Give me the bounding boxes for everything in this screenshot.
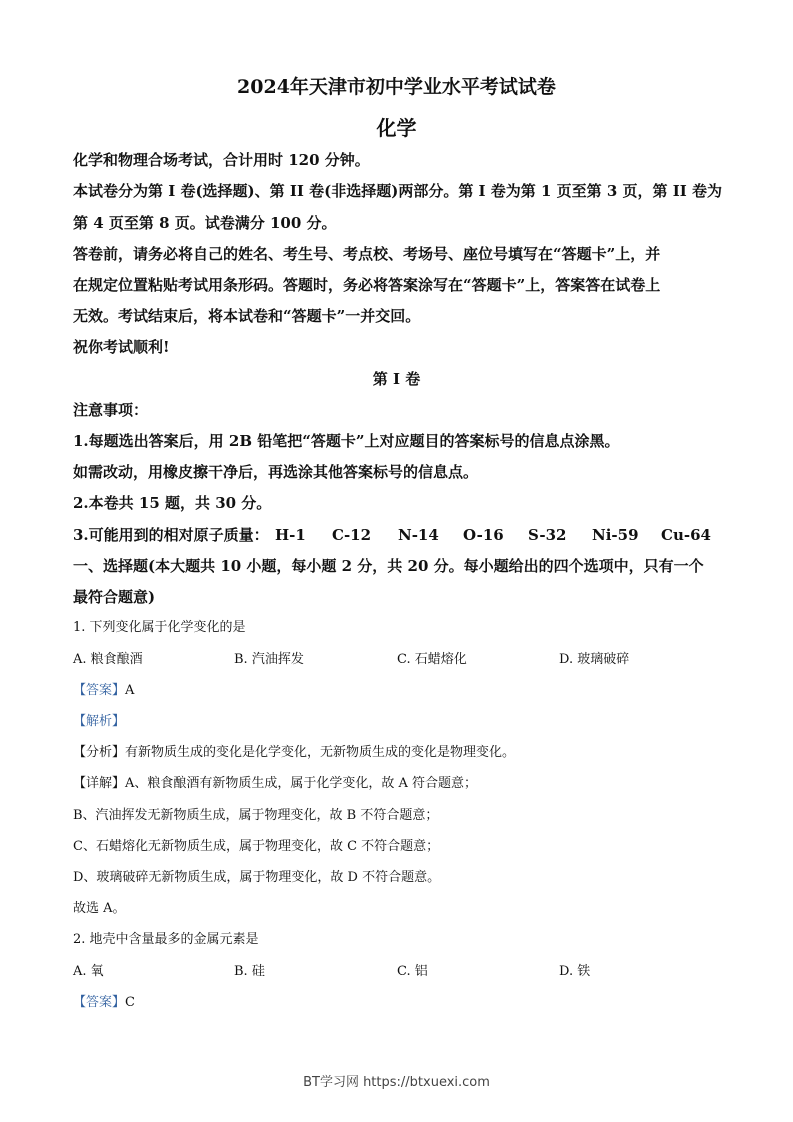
- note-1-continued: 如需改动，用橡皮擦干净后，再选涂其他答案标号的信息点。: [73, 463, 479, 481]
- part-heading-2: 最符合题意): [73, 588, 156, 606]
- subject-title: 化学: [376, 116, 417, 140]
- intro-line-7: 祝你考试顺利!: [73, 338, 170, 356]
- intro-line-5: 在规定位置粘贴考试用条形码。答题时，务必将答案涂写在“答题卡”上，答案答在试卷上: [73, 276, 661, 294]
- q2-option-b: B. 硅: [234, 964, 265, 979]
- intro-line-6: 无效。考试结束后，将本试卷和“答题卡”一并交回。: [73, 307, 421, 325]
- question-1-stem: 1. 下列变化属于化学变化的是: [73, 620, 246, 635]
- note-1: 1.每题选出答案后，用 2B 铅笔把“答题卡”上对应题目的答案标号的信息点涂黑。: [73, 432, 620, 450]
- q2-option-c: C. 铝: [397, 964, 428, 979]
- atomic-mass-o: O-16: [463, 526, 504, 544]
- intro-line-4: 答卷前，请务必将自己的姓名、考生号、考点校、考场号、座位号填写在“答题卡”上，并: [73, 245, 661, 263]
- section-title: 第 I 卷: [372, 370, 421, 388]
- q1-fenxi-tag: 【分析】: [73, 745, 126, 760]
- footer-watermark: BT学习网 https://btxuexi.com: [303, 1075, 490, 1090]
- intro-line-1: 化学和物理合场考试，合计用时 120 分钟。: [73, 151, 370, 169]
- atomic-mass-row: [73, 525, 733, 545]
- part-heading-1: 一、选择题(本大题共 10 小题，每小题 2 分，共 20 分。每小题给出的四个选项中，只有一个: [73, 557, 704, 575]
- atomic-mass-label: 3.可能用到的相对原子质量：: [73, 526, 269, 544]
- atomic-mass-s: S-32: [528, 526, 567, 544]
- q1-option-d: D. 玻璃破碎: [559, 652, 630, 667]
- atomic-mass-c: C-12: [332, 526, 372, 544]
- atomic-mass-n: N-14: [398, 526, 439, 544]
- exam-title: 2024年天津市初中学业水平考试试卷: [237, 76, 556, 98]
- q1-answer-value: A: [125, 683, 135, 698]
- q1-analysis-tag: 【解析】: [73, 714, 126, 729]
- note-2: 2.本卷共 15 题，共 30 分。: [73, 494, 272, 512]
- notes-heading: 注意事项：: [73, 401, 149, 419]
- atomic-mass-cu: Cu-64: [661, 526, 711, 544]
- q1-detail-c: C、石蜡熔化无新物质生成，属于物理变化，故 C 不符合题意；: [73, 839, 440, 854]
- question-2-stem: 2. 地壳中含量最多的金属元素是: [73, 932, 259, 947]
- intro-line-3: 第 4 页至第 8 页。试卷满分 100 分。: [73, 214, 337, 232]
- q2-option-d: D. 铁: [559, 964, 591, 979]
- q1-fenxi: [73, 743, 515, 763]
- q1-conclusion: 故选 A。: [73, 901, 126, 916]
- q1-detail-a: A、粮食酿酒有新物质生成，属于化学变化，故 A 符合题意；: [125, 776, 478, 791]
- q1-detail: [73, 774, 477, 794]
- q1-detail-b: B、汽油挥发无新物质生成，属于物理变化，故 B 不符合题意；: [73, 808, 439, 823]
- q2-answer-tag: 【答案】: [73, 995, 126, 1010]
- atomic-mass-ni: Ni-59: [592, 526, 639, 544]
- q1-answer-tag: 【答案】: [73, 683, 126, 698]
- q1-answer: [73, 681, 134, 701]
- q2-option-a: A. 氧: [73, 964, 104, 979]
- q1-detail-tag: 【详解】: [73, 776, 126, 791]
- q1-fenxi-text: 有新物质生成的变化是化学变化，无新物质生成的变化是物理变化。: [125, 745, 516, 760]
- intro-line-2: 本试卷分为第 I 卷(选择题)、第 II 卷(非选择题)两部分。第 I 卷为第 1 页至第 3 页，第 II 卷为: [73, 182, 723, 200]
- q1-option-a: A. 粮食酿酒: [73, 652, 143, 667]
- q2-answer-value: C: [125, 995, 135, 1010]
- q1-option-b: B. 汽油挥发: [234, 652, 304, 667]
- atomic-mass-h: H-1: [275, 526, 306, 544]
- q2-answer: [73, 993, 135, 1013]
- q1-option-c: C. 石蜡熔化: [397, 652, 467, 667]
- q1-detail-d: D、玻璃破碎无新物质生成，属于物理变化，故 D 不符合题意。: [73, 870, 441, 885]
